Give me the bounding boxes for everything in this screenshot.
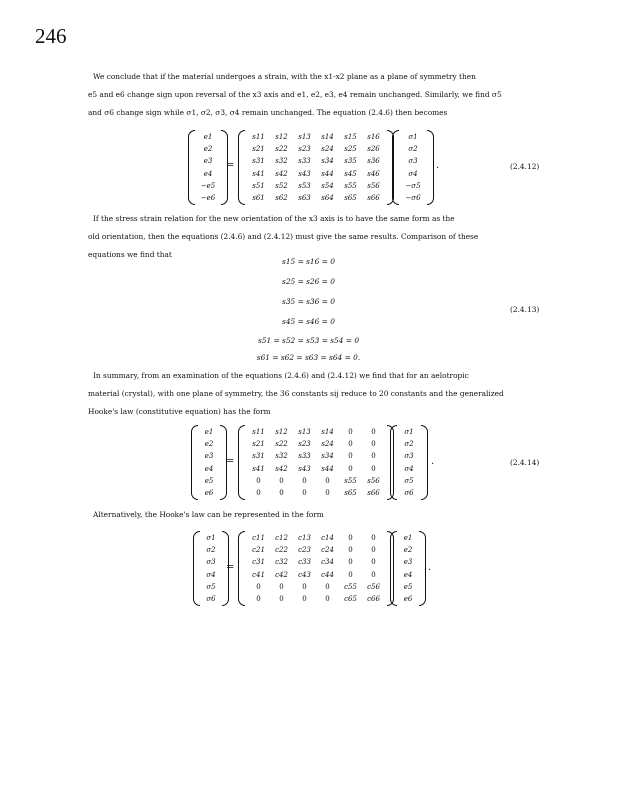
matrix-cell: s22 [275,145,288,154]
matrix-cell: 0 [348,534,353,542]
matrix-cell: c55 [344,582,357,591]
matrix-cell: −σ5 [405,181,421,190]
matrix-cell: 0 [348,452,353,461]
matrix-cell: σ5 [404,476,414,485]
matrix-cell: 0 [348,440,353,449]
matrix-e-lhs-2-4-14 [191,425,227,500]
matrix-cell: 0 [325,595,330,604]
eq-2-4-13-line: s61 = s62 = s63 = s64 = 0. [256,353,361,362]
matrix-cell: s42 [275,464,288,473]
matrix-cell: σ2 [206,546,216,555]
equals-sign: = [226,562,235,573]
matrix-cell: s14 [321,133,334,141]
matrix-cell: s54 [321,181,334,190]
matrix-cell: 0 [256,476,261,485]
matrix-cell: e5 [403,582,413,591]
matrix-cell: c22 [275,546,288,555]
matrix-cell: s12 [275,428,288,436]
matrix-cell: s16 [367,133,380,141]
matrix-cell: c12 [275,534,288,542]
matrix-cell: c41 [252,570,265,579]
matrix-cell: 0 [256,582,261,591]
matrix-cell: e2 [403,546,413,555]
matrix-cell: s65 [344,194,357,203]
eq-2-4-13-line: s51 = s52 = s53 = s54 = 0 [257,336,360,345]
matrix-cell: s21 [252,440,265,449]
matrix-cell: c34 [321,558,334,567]
matrix-cell: σ4 [404,464,414,473]
matrix-cell: 0 [371,428,376,436]
paragraph-2 [88,210,552,264]
matrix-cell: c23 [298,546,311,555]
matrix-cell: c13 [298,534,311,542]
eq-2-4-13-line: s35 = s36 = 0 [282,297,335,306]
matrix-cell: e4 [204,464,214,473]
eq-2-4-13-line: s45 = s46 = 0 [282,317,335,326]
matrix-cell: e3 [203,157,213,166]
matrix-cell: s41 [252,464,265,473]
text-line: old orientation, then the equations (2.4.6) and (2.4.12) must give the same results. Comparison of these [88,232,479,241]
matrix-cell: e3 [403,558,413,567]
matrix-cell: s14 [321,428,334,436]
matrix-cell: 0 [371,464,376,473]
text-line: Hooke's law (constitutive equation) has the form [88,407,271,416]
matrix-cell: c11 [252,534,265,542]
matrix-cell: σ6 [404,489,414,498]
matrix-cell: s35 [344,157,357,166]
text-line: If the stress strain relation for the new orientation of the x3 axis is to have the same form as the [93,214,455,223]
matrix-cell: s11 [252,428,265,436]
matrix-cell: 0 [325,582,330,591]
text-line: equations we find that [88,250,172,259]
matrix-cell: s42 [275,169,288,178]
matrix-e-rhs-final [390,531,426,606]
matrix-cell: 0 [325,476,330,485]
matrix-cell: 0 [279,476,284,485]
matrix-e-lhs-2-4-12 [188,130,228,205]
matrix-cell: 0 [302,489,307,498]
matrix-cell: 0 [279,595,284,604]
matrix-cell: e5 [204,476,214,485]
matrix-cell: 0 [325,489,330,498]
matrix-cell: s45 [344,169,357,178]
matrix-cell: e6 [204,489,214,498]
matrix-cell: σ6 [206,595,216,604]
matrix-cell: 0 [371,546,376,555]
matrix-cell: 0 [371,570,376,579]
matrix-cell: 0 [371,558,376,567]
matrix-cell: σ3 [408,157,418,166]
matrix-cell: s55 [344,181,357,190]
matrix-cell: s33 [298,452,311,461]
matrix-cell: 0 [302,476,307,485]
matrix-cell: −e6 [200,194,216,203]
matrix-cell: σ1 [408,133,418,141]
matrix-cell: 0 [348,558,353,567]
matrix-cell: s23 [298,145,311,154]
matrix-cell: s32 [275,452,288,461]
matrix-cell: σ1 [404,428,414,436]
matrix-cell: s44 [321,464,334,473]
matrix-cell: s55 [344,476,357,485]
matrix-cell: σ4 [408,169,418,178]
matrix-cell: s24 [321,440,334,449]
matrix-cell: c14 [321,534,334,542]
text-line: We conclude that if the material undergoes a strain, with the x1-x2 plane as a plane of symmetry then [93,72,476,81]
matrix-cell: 0 [279,489,284,498]
equals-sign: = [226,456,235,467]
matrix-cell: c56 [367,582,380,591]
matrix-cell: c43 [298,570,311,579]
matrix-cell: s53 [298,181,311,190]
matrix-cell: σ5 [206,582,216,591]
matrix-cell: s44 [321,169,334,178]
matrix-cell: s21 [252,145,265,154]
matrix-cell: s34 [321,157,334,166]
matrix-cell: c66 [367,595,380,604]
matrix-cell: c31 [252,558,265,567]
equals-sign: = [226,160,235,171]
matrix-cell: s15 [344,133,357,141]
matrix-cell: σ2 [404,440,414,449]
matrix-cell: e3 [204,452,214,461]
text-line: In summary, from an examination of the equations (2.4.6) and (2.4.12) we find that for an aelotropic [93,371,469,380]
matrix-cell: e1 [403,534,413,542]
matrix-cell: s43 [298,464,311,473]
equation-number-2-4-12: (2.4.12) [510,162,540,171]
matrix-cell: c44 [321,570,334,579]
matrix-cell: s61 [252,194,265,203]
matrix-cell: s13 [298,133,311,141]
matrix-cell: s25 [344,145,357,154]
matrix-cell: s56 [367,476,380,485]
matrix-cell: σ4 [206,570,216,579]
matrix-cell: 0 [371,440,376,449]
matrix-cell: s26 [367,145,380,154]
matrix-cell: s11 [252,133,265,141]
matrix-cell: σ3 [404,452,414,461]
matrix-cell: 0 [348,546,353,555]
paragraph-1 [88,68,552,122]
matrix-cell: s36 [367,157,380,166]
matrix-cell: e1 [204,428,214,436]
matrix-cell: 0 [302,582,307,591]
matrix-cell: s66 [367,194,380,203]
matrix-cell: c21 [252,546,265,555]
matrix-cell: −e5 [200,181,216,190]
matrix-cell: s31 [252,452,265,461]
text-line: and σ6 change sign while σ1, σ2, σ3, σ4 remain unchanged. The equation (2.4.6) then becomes [88,108,448,117]
matrix-cell: s31 [252,157,265,166]
matrix-cell: s41 [252,169,265,178]
matrix-cell: c65 [344,595,357,604]
matrix-cell: 0 [371,534,376,542]
matrix-cell: σ1 [206,534,216,542]
matrix-cell: s12 [275,133,288,141]
matrix-cell: 0 [348,464,353,473]
matrix-c-final [238,531,394,606]
matrix-cell: s24 [321,145,334,154]
matrix-s-2-4-14 [238,425,394,500]
equation-period: . [428,562,432,573]
matrix-cell: e4 [403,570,413,579]
equation-period: . [436,160,440,171]
eq-2-4-13-line: s25 = s26 = 0 [282,277,335,286]
matrix-cell: c32 [275,558,288,567]
page-number: 246 [35,24,67,48]
matrix-cell: σ2 [408,145,418,154]
text-line: Alternatively, the Hooke's law can be represented in the form [93,510,324,519]
paragraph-3 [88,367,552,421]
matrix-cell: s62 [275,194,288,203]
text-line: e5 and e6 change sign upon reversal of the x3 axis and e1, e2, e3, e4 remain unchanged. Similarly, we find σ5 [88,90,502,99]
equation-number-2-4-14: (2.4.14) [510,458,540,467]
matrix-cell: s46 [367,169,380,178]
matrix-cell: e6 [403,595,413,604]
matrix-cell: e4 [203,169,213,178]
matrix-cell: 0 [279,582,284,591]
matrix-cell: s34 [321,452,334,461]
matrix-cell: 0 [348,570,353,579]
matrix-cell: 0 [256,595,261,604]
matrix-cell: −σ6 [405,194,421,203]
matrix-cell: c24 [321,546,334,555]
matrix-sigma-rhs-2-4-14 [390,425,428,500]
matrix-cell: s43 [298,169,311,178]
paragraph-4 [88,506,552,524]
text-line: material (crystal), with one plane of symmetry, the 36 constants sij reduce to 20 constants and the generalized [88,389,504,398]
matrix-cell: s22 [275,440,288,449]
matrix-cell: s64 [321,194,334,203]
matrix-cell: s51 [252,181,265,190]
matrix-sigma-lhs-final [193,531,229,606]
matrix-cell: 0 [348,428,353,436]
matrix-cell: s13 [298,428,311,436]
equation-number-2-4-13: (2.4.13) [510,305,540,314]
eq-2-4-13-line: s15 = s16 = 0 [282,257,335,266]
matrix-cell: s33 [298,157,311,166]
matrix-cell: c33 [298,558,311,567]
matrix-cell: e2 [203,145,213,154]
matrix-cell: s56 [367,181,380,190]
matrix-cell: s52 [275,181,288,190]
matrix-cell: s65 [344,489,357,498]
matrix-cell: 0 [256,489,261,498]
matrix-cell: σ3 [206,558,216,567]
matrix-cell: 0 [302,595,307,604]
matrix-cell: s66 [367,489,380,498]
matrix-cell: 0 [371,452,376,461]
matrix-cell: e2 [204,440,214,449]
matrix-cell: s23 [298,440,311,449]
matrix-s-2-4-12 [238,130,394,205]
matrix-cell: s32 [275,157,288,166]
matrix-sigma-rhs-2-4-12 [392,130,434,205]
equation-period: . [431,456,435,467]
matrix-cell: e1 [203,133,213,141]
matrix-cell: s63 [298,194,311,203]
matrix-cell: c42 [275,570,288,579]
